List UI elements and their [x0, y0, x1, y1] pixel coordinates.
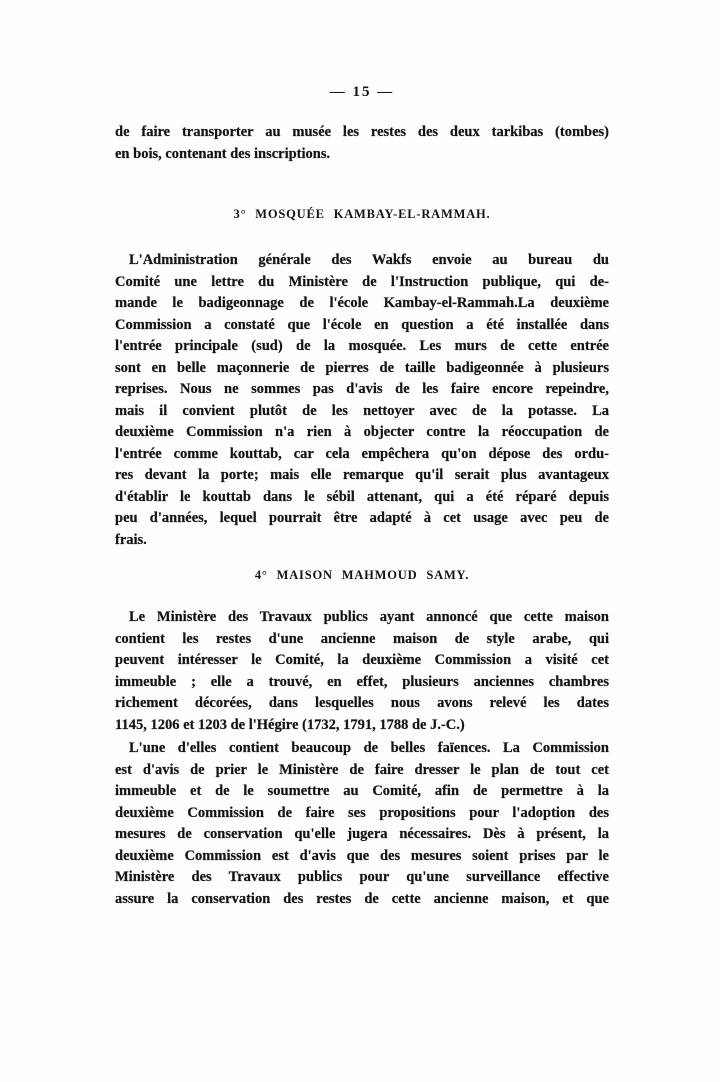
page-body [115, 122, 609, 910]
text-line: est d'avis de prier le Ministère de faire dresser le plan de tout cet [115, 761, 609, 778]
text-line: 1145, 1206 et 1203 de l'Hégire (1732, 1791, 1788 de J.-C.) [115, 716, 465, 733]
text-line: deuxième Commission de faire ses propositions pour l'adoption des [115, 804, 609, 821]
text-line: Le Ministère des Travaux publics ayant annoncé que cette maison [129, 609, 609, 625]
text-line: deuxième Commission n'a rien à objecter contre la réoccupation de [115, 424, 609, 440]
text-line: sont en belle maçonnerie de pierres de taille badigeonnée à plusieurs [115, 359, 609, 376]
text-line: l'entrée principale (sud) de la mosquée. Les murs de cette entrée [115, 338, 609, 354]
text-line: mais il convient plutôt de les nettoyer avec de la potasse. La [115, 402, 609, 419]
text-line: d'établir le kouttab dans le sébil attenant, qui a été réparé depuis [115, 488, 609, 505]
text-line: reprises. Nous ne sommes pas d'avis de les faire encore repeindre, [115, 381, 609, 397]
text-line: mande le badigeonnage de l'école Kambay-el-Rammah.La deuxième [115, 295, 609, 311]
text-line: Ministère des Travaux publics pour qu'une surveillance effective [115, 869, 609, 885]
text-line: peuvent intéresser le Comité, la deuxième Commission a visité cet [115, 652, 609, 668]
text-line: immeuble ; elle a trouvé, en effet, plusieurs anciennes chambres [115, 673, 609, 690]
text-line: frais. [115, 531, 147, 548]
text-line: Commission a constaté que l'école en question a été installée dans [115, 316, 609, 333]
text-line: res devant la porte; mais elle remarque qu'il serait plus avantageux [115, 467, 609, 483]
paragraph-maison-1 [115, 607, 609, 736]
text-line: deuxième Commission est d'avis que des mesures soient prises par le [115, 847, 609, 864]
text-line: contient les restes d'une ancienne maison de style arabe, qui [115, 630, 609, 647]
text-line: peu d'années, lequel pourrait être adapté à cet usage avec peu de [115, 510, 609, 526]
text-column [115, 0, 609, 910]
paragraph-mosquee [115, 250, 609, 551]
text-line: l'entrée comme kouttab, car cela empêchera qu'on dépose des ordu- [115, 445, 609, 462]
text-line: L'une d'elles contient beaucoup de belles faïences. La Commission [129, 740, 609, 756]
text-line: en bois, contenant des inscriptions. [115, 145, 331, 162]
text-line: de faire transporter au musée les restes des deux tarkibas (tombes) [115, 124, 609, 140]
section-heading-3: 3° MOSQUÉE KAMBAY-EL-RAMMAH. [233, 207, 491, 221]
text-line: assure la conservation des restes de cette ancienne maison, et que [115, 890, 609, 907]
text-line: immeuble et de le soumettre au Comité, afin de permettre à la [115, 783, 609, 799]
paragraph-intro [115, 122, 609, 165]
page-number: — 15 — [329, 84, 395, 100]
text-line: richement décorées, dans lesquelles nous avons relevé les dates [115, 695, 609, 711]
text-line: mesures de conservation qu'elle jugera nécessaires. Dès à présent, la [115, 826, 609, 842]
paragraph-maison-2 [115, 738, 609, 910]
text-line: Comité une lettre du Ministère de l'Instruction publique, qui de- [115, 273, 609, 290]
section-heading-4: 4° MAISON MAHMOUD SAMY. [254, 568, 470, 582]
text-line: L'Administration générale des Wakfs envoie au bureau du [129, 252, 609, 268]
